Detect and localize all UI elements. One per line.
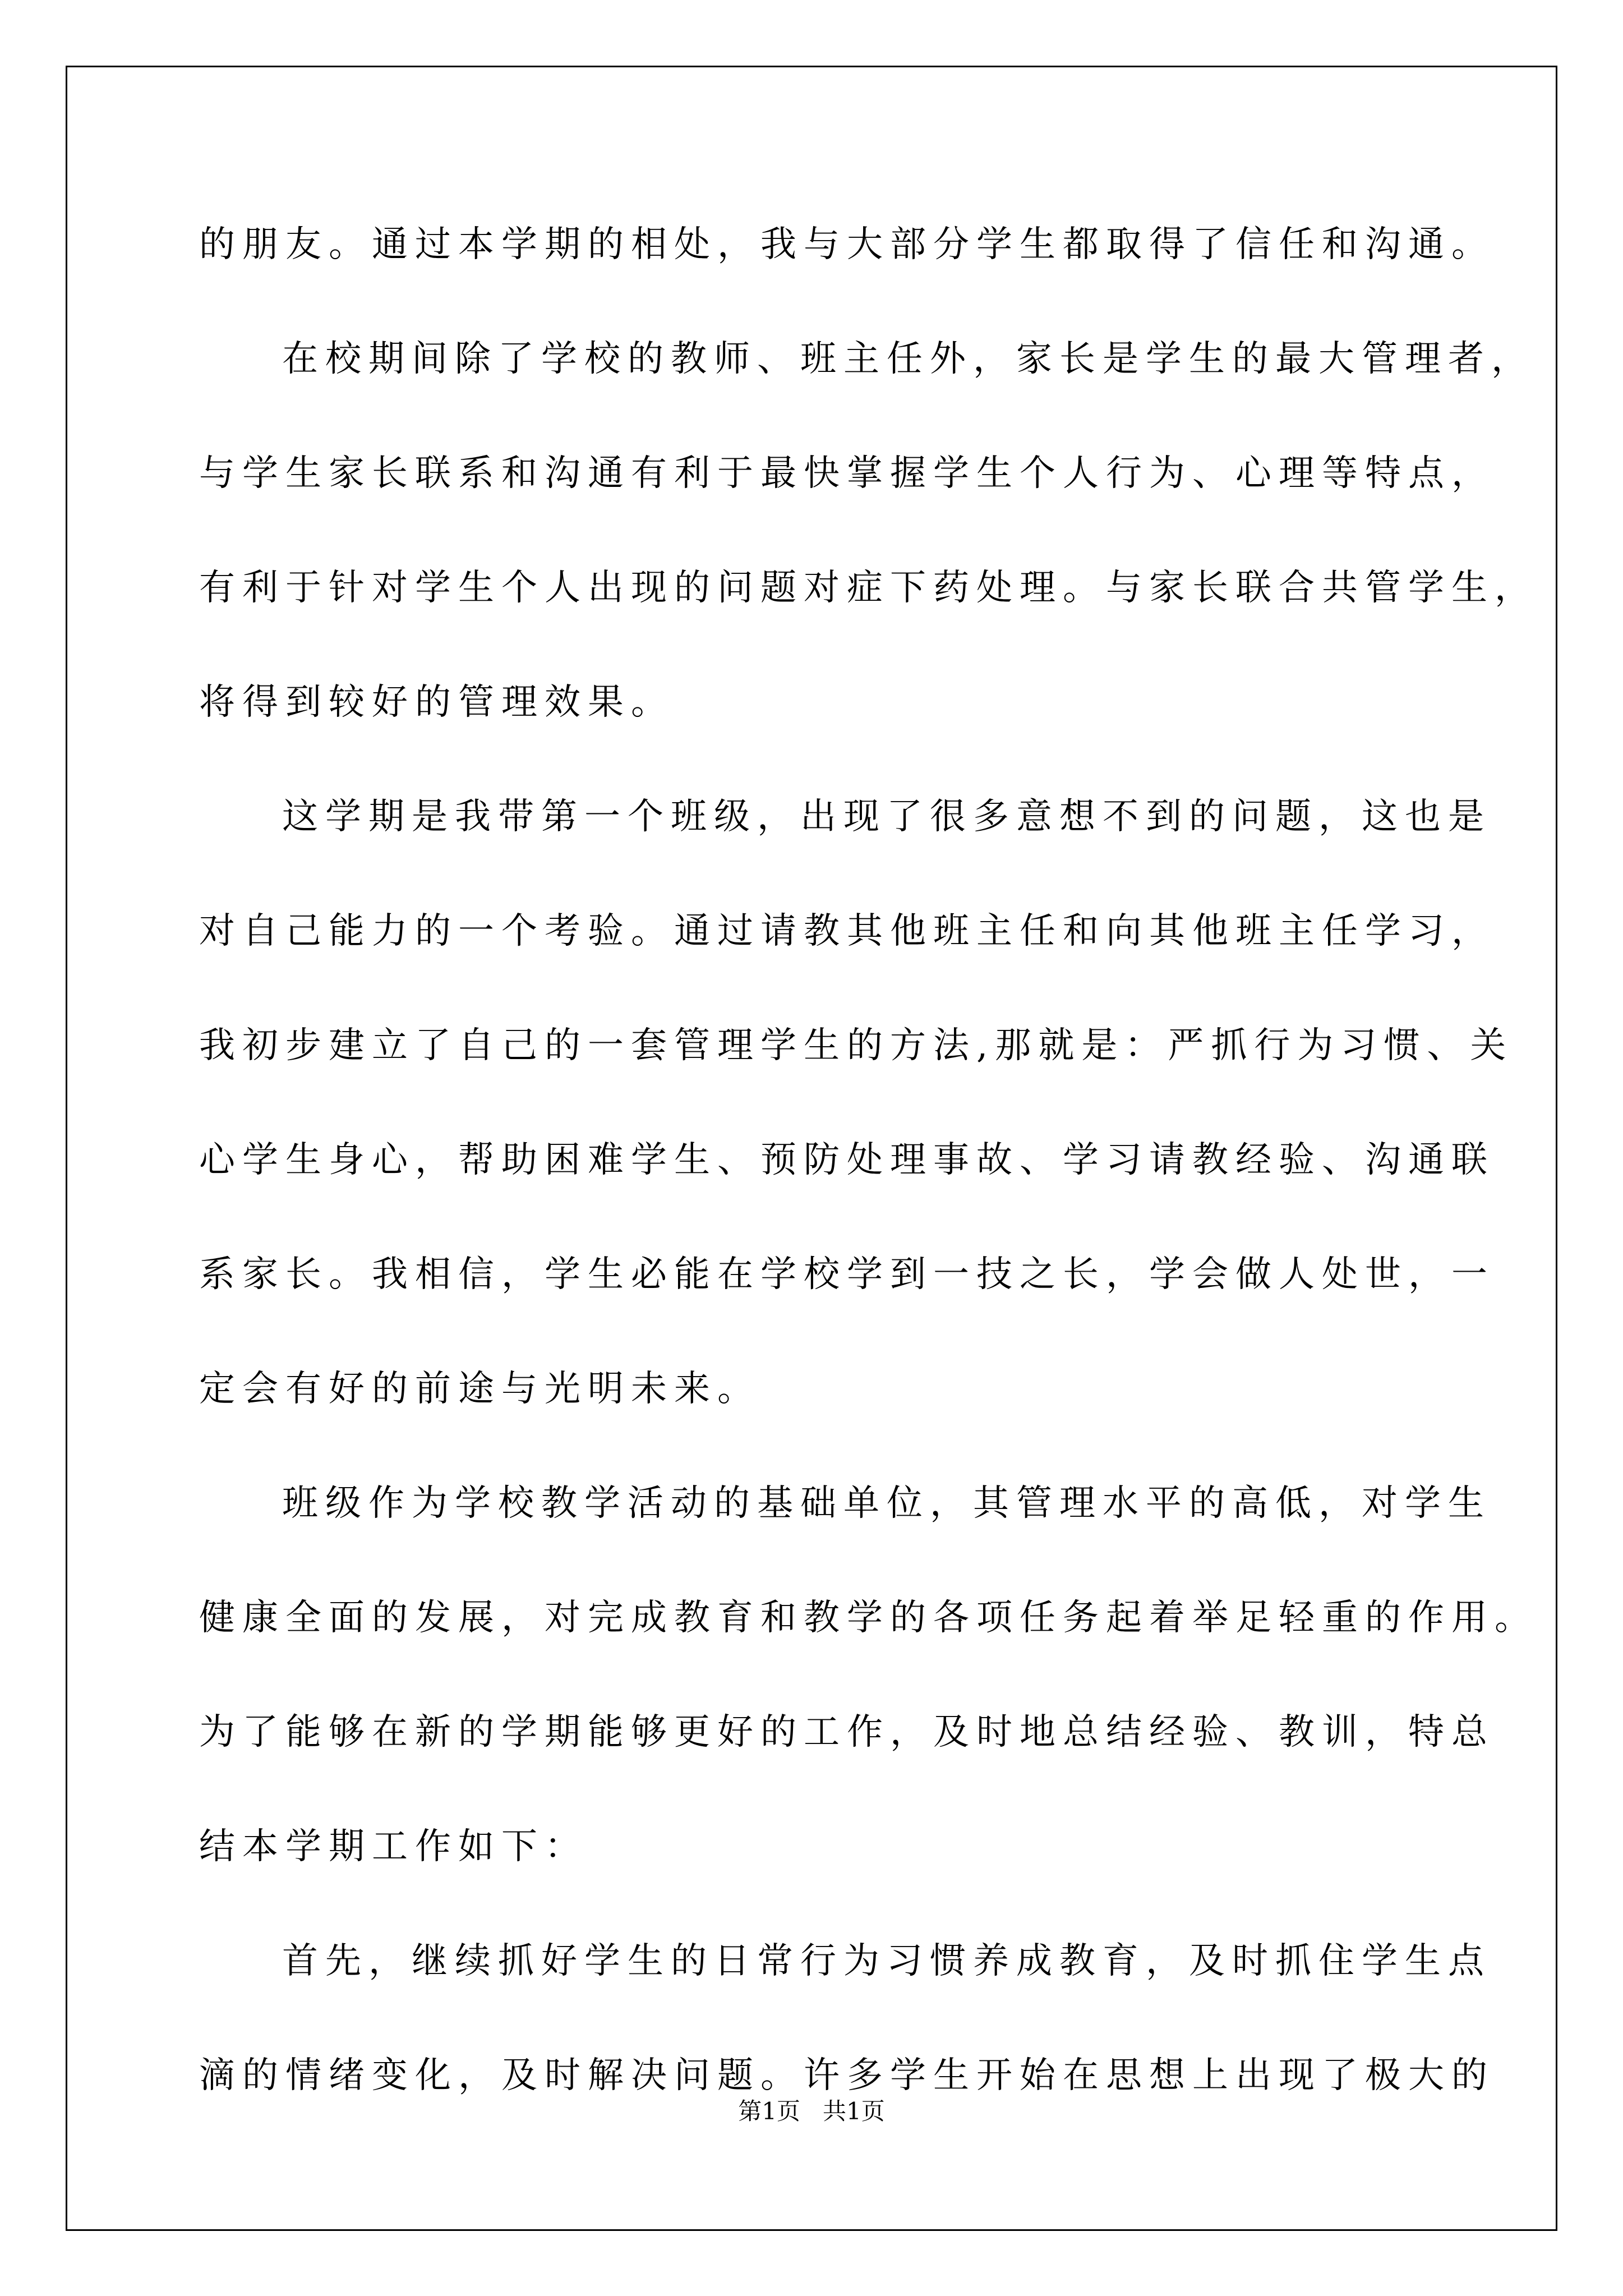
text-line: 将得到较好的管理效果。 [199,682,674,723]
text-line: 为了能够在新的学期能够更好的工作，及时地总结经验、教训，特总 [199,1711,1495,1753]
text-line: 有利于针对学生个人出现的问题对症下药处理。与家长联合共管学生， [199,567,1538,609]
text-line: 心学生身心，帮助困难学生、预防处理事故、学习请教经验、沟通联 [199,1139,1495,1181]
paragraph-first-line: 在校期间除了学校的教师、班主任外，家长是学生的最大管理者， [282,338,1534,380]
text-line: 的朋友。通过本学期的相处，我与大部分学生都取得了信任和沟通。 [199,224,1495,265]
text-line: 滴的情绪变化，及时解决问题。许多学生开始在思想上出现了极大的 [199,2055,1495,2096]
text-line: 定会有好的前途与光明未来。 [199,1368,760,1410]
text-line: 系家长。我相信，学生必能在学校学到一技之长，学会做人处世，一 [199,1254,1495,1295]
text-line: 结本学期工作如下： [199,1826,588,1867]
paragraph-first-line: 班级作为学校教学活动的基础单位，其管理水平的高低，对学生 [282,1483,1491,1524]
paragraph-first-line: 这学期是我带第一个班级，出现了很多意想不到的问题，这也是 [282,796,1491,838]
text-line: 对自己能力的一个考验。通过请教其他班主任和向其他班主任学习， [199,910,1495,952]
text-line: 与学生家长联系和沟通有利于最快掌握学生个人行为、心理等特点， [199,453,1495,494]
text-line: 健康全面的发展，对完成教育和教学的各项任务起着举足轻重的作用。 [199,1597,1538,1639]
text-line: 我初步建立了自己的一套管理学生的方法,那就是：严抓行为习惯、关 [199,1025,1514,1066]
page-number-footer: 第1页 共1页 [738,2097,885,2125]
paragraph-first-line: 首先，继续抓好学生的日常行为习惯养成教育，及时抓住学生点 [282,1940,1491,1982]
document-body [199,214,1538,2160]
